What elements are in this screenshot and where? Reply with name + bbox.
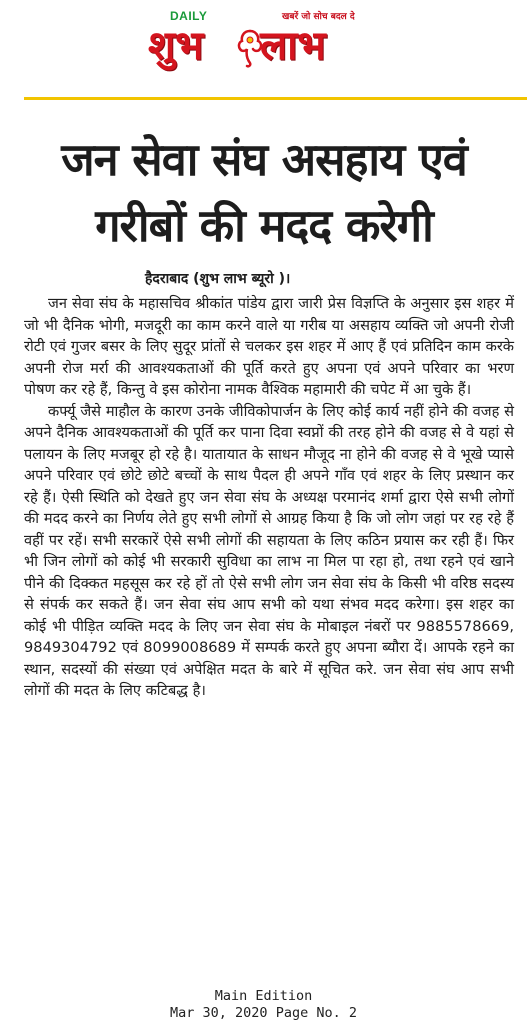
headline-line-1: जन सेवा संघ असहाय एवं	[61, 133, 467, 186]
article-paragraph-1: जन सेवा संघ के महासचिव श्रीकांत पांडेय द्वारा जारी प्रेस विज्ञप्ति के अनुसार इस शहर में जो भी दैनिक भोगी, मजदूरी का काम करने वाले या गरीब या असहाय व्यक्ति जो अपनी रोजी रोटी एवं गुजर बसर के लिए सुदूर प्रांतों से चलकर इस शहर में आए हैं एवं प्रतिदिन काम करके अपनी रोज मर्रा की आवश्यकताओं की पूर्ति करते हुए अपना एवं अपने परिवार का भरण पोषण कर रहे हैं, किन्तु वे इस कोरोना नामक वैश्विक महामारी की चपेट में आ चुके हैं।	[24, 295, 514, 398]
masthead-divider	[24, 97, 527, 100]
dateline: हैदराबाद (शुभ लाभ ब्यूरो )।	[145, 271, 291, 287]
logo-labh: लाभ	[260, 23, 326, 69]
logo-shubh: शुभ	[148, 23, 204, 69]
newspaper-logo	[148, 18, 378, 78]
edition-label: Main Edition	[214, 988, 313, 1004]
article-paragraph-2: कर्फ्यू जैसे माहौल के कारण उनके जीविकोपार्जन के लिए कोई कार्य नहीं होने की वजह से अपने दैनिक आवश्यकताओं की पूर्ति कर पाना दिवा स्वप्नों की तरह होने की वजह से वे यहां से पलायन के लिए मजबूर हो रहे है। यातायात के साधन मौजूद ना होने की वजह से वे भूखे प्यासे अपने परिवार एवं छोटे छोटे बच्चों के साथ पैदल ही अपने गाँव एवं शहर के लिए प्रस्थान कर रहे हैं। ऐसी स्थिति को देखते हुए जन सेवा संघ के अध्यक्ष परमानंद शर्मा द्वारा ऐसे सभी लोगों की मदद करने का निर्णय लेते हुए सभी लोगों से आग्रह किया है कि जो लोग जहां पर रह रहे हैं वहीं पर रहें। सभी सरकारें ऐसे सभी लोगों की सहायता के लिए कठिन प्रयास कर रही हैं। फिर भी जिन लोगों को कोई भी सरकारी सुविधा का लाभ ना मिल पा रहा हो, तथा रहने एवं खाने पीने की दिक्कत महसूस कर रहे हों तो ऐसे सभी लोग जन सेवा संघ के किसी भी वरिष्ठ सदस्य से संपर्क कर सकते हैं। जन सेवा संघ आप सभी को यथा संभव मदद करेगा। इस शहर का कोई भी पीड़ित व्यक्ति मदद के लिए जन सेवा संघ के मोबाइल नंबरों पर 9885578669, 9849304792 एवं 8099008689 में सम्पर्क करते हुए अपना ब्यौरा दें। आपके रहने का स्थान, सदस्यों की संख्या एवं अपेक्षित मदत के बारे में सूचित करे. जन सेवा संघ आप सभी लोगों की मदत के लिए कटिबद्ध है।	[24, 402, 515, 699]
daily-label: DAILY	[170, 9, 208, 23]
page-footer	[0, 988, 527, 1022]
tagline: खबरें जो सोच बदल दे	[282, 12, 355, 22]
article-body	[24, 293, 514, 702]
headline-line-2: गरीबों की मदद करेगी	[95, 199, 433, 252]
masthead	[0, 0, 527, 100]
date-page-label: Mar 30, 2020 Page No. 2	[170, 1005, 357, 1021]
headline	[14, 127, 514, 259]
